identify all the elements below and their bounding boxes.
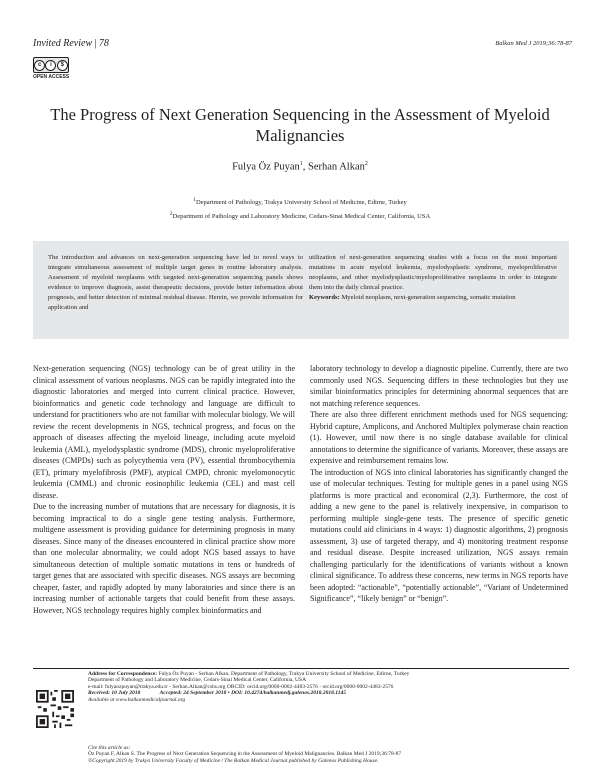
abstract-left: The introduction and advances on next-generation sequencing have led to novel ways to integrate simultaneous assessment of multiple target genes in routine laboratory analysis. Assessment of myeloid neoplasms with targeted next-generation sequencing panels shows evidence to improve diagnosis, assist therapeutic decisions, provide better information about prognosis, and better detection of minimal residual disease. Herein, we provide information for application and (48, 254, 303, 311)
keywords-text: Myeloid neoplasm, next-generation sequencing, somatic mutation (341, 294, 516, 301)
paragraph: Due to the increasing number of mutations that are necessary for diagnosis, it is becoming impractical to do a single gene testing analysis. Furthermore, multigene assessment is providing guidance for determining prognosis in many diseases. Since many of the diseases encountered in clinical practice show more than one molecular abnormality, we could adopt NGS based assays to have simultaneous detection of multiple somatic mutations in tens or hundreds of target genes that are associated with specific diseases. NGS assays are becoming cheaper, faster, and rapidly adopted by many laboratories and since there is an increasing number of actionable targets that could benefit from these assays. However, NGS technology requires highly complex bioinformatics and (33, 502, 295, 615)
keywords-label: Keywords: (309, 294, 340, 301)
paragraph: The introduction of NGS into clinical laboratories has significantly changed the use of molecular techniques. Testing for multiple genes in a panel using NGS platforms is more practical and economical (2,3). Furthermore, the cost of adding a new gene to the panel is relatively inexpensive, in comparison to performing multiple single-gene tests. The presence of specific genetic mutations could aid clinicians in 4 ways: 1) diagnostic algorithms, 2) prognosis assessment, 3) use of targeted therapy, and 4) monitoring treatment response and residual disease. Despite increased utilization, NGS assays remain challenging particularly for the identifications of variants without a known clinical significance. To address these concerns, new terms in NGS reports have been adopted: “actionable”, “potentially actionable”, “Variant of Undetermined Significance”, “likely benign” or “benign”. (310, 467, 568, 603)
author-1[interactable]: Fulya Öz Puyan (232, 161, 300, 173)
author-list (0, 161, 600, 173)
correspondence-block (88, 671, 568, 703)
nc-icon: $ (57, 60, 68, 71)
keywords (309, 293, 557, 303)
received-date: Received: 10 July 2018 (88, 690, 141, 697)
section-label: Invited Review | 78 (33, 38, 109, 49)
abstract-box (33, 241, 569, 339)
author-2-affil-mark: 2 (364, 161, 368, 167)
accepted-doi[interactable]: Accepted: 24 September 2018 • DOI: 10.4274/balkanmedj.galenos.2018.2018.1145 (159, 690, 346, 697)
affiliation-2-text: Department of Pathology and Laboratory Medicine, Cedars-Sinai Medical Center, California, USA (172, 213, 431, 221)
correspondence-text: Fulya Öz Puyan - Serhan Alkan, Department of Pathology, Trakya University School of Medicine, Edirne, Turkey (157, 671, 410, 677)
author-2[interactable]: Serhan Alkan (308, 161, 365, 173)
abstract-right (309, 253, 557, 303)
body-column-1 (33, 363, 295, 616)
open-access-label: OPEN ACCESS (33, 74, 70, 80)
page-number: 78 (98, 38, 109, 49)
footer-divider (33, 668, 569, 669)
journal-reference: Balkan Med J 2019;36:78-87 (495, 40, 572, 47)
article-title: The Progress of Next Generation Sequencing in the Assessment of Myeloid Malignancies (50, 105, 550, 145)
copyright-line: ©Copyright 2019 by Trakya University Faculty of Medicine / The Balkan Medical Journal published by Galenos Publishing House. (88, 757, 379, 764)
paragraph: laboratory technology to develop a diagnostic pipeline. Currently, there are two commonly used NGS. Sequencing differs in these technologies but they use similar bioinformatics principles for determining abnormal sequences that are not matching reference sequences. (310, 364, 568, 408)
section-name: Invited Review (33, 38, 93, 49)
qr-code-icon (36, 690, 74, 728)
paragraph: Next-generation sequencing (NGS) technology can be of great utility in the clinical assessment of various neoplasms. NGS can be rapidly integrated into the diagnostic laboratories and merged into current clinical practice. However, bioinformatics and genetic code technology and language are difficult to understand for practitioners who are not familiar with molecular biology. We will review the recent developments in NGS, technical progress, and focus on the approach of diseases affecting the myeloid lineage, including acute myeloid leukemia (AML), myelodysplastic syndrome (MDS), chronic myeloproliferative diseases (CMPDs) such as polycythemia vera (PV), essential thrombocythemia (ET), primary myelofibrosis (PMF), atypical CMPD, chronic myelomonocytic leukemia (CMML) and chronic eosinophilic leukemia (CEL) and mast cell disease. (33, 364, 295, 500)
affiliation-1-text: Department of Pathology, Trakya University School of Medicine, Edirne, Turkey (195, 199, 407, 207)
author-1-affil-mark: 1 (299, 161, 303, 167)
email-orcid-line[interactable]: e-mail: fulyaozpuyan@trakya.edu.tr - Serhan.Alkan@cshs.org ORCID: orcid.org/0000-0002-4483-2576 - orcid.org/0000-0002-4483-2576 (88, 683, 394, 690)
correspondence-line-2: Department of Pathology and Laboratory Medicine, Cedars-Sinai Medical Center, California, USA (88, 677, 307, 684)
affiliation-1-mark: 1 (193, 197, 196, 203)
by-icon: i (45, 60, 56, 71)
cite-text: Öz Puyan F, Alkan S. The Progress of Next Generation Sequencing in the Assessment of Myeloid Malignancies. Balkan Med J 2019;36:78-87 (88, 751, 402, 758)
cc-icon: c (34, 60, 45, 71)
affiliation-2 (0, 211, 600, 220)
citation-block (88, 745, 568, 764)
paragraph: There are also three different enrichment methods used for NGS sequencing: Hybrid capture, Amplicons, and Anchored Multiplex polymerase chain reaction (1). However, until now there is no single database available for clinical annotations to determine the significance of variants. Moreover, these assays are expensive and reimbursement remains low. (310, 410, 568, 465)
correspondence-label: Address for Correspondence: (88, 671, 158, 677)
cite-label: Cite this article as: (88, 745, 131, 751)
author-separator: , (302, 161, 309, 173)
abstract-right-text: utilization of next-generation sequencing studies with a focus on the most important mutations in acute myeloid leukemia, myelodysplastic syndrome, myeloproliferative neoplasms, and other myelodysplastic/myeloproliferative neoplasms in order to integrate them into the daily clinical practice. (309, 254, 557, 291)
body-column-2 (310, 363, 568, 605)
cc-license-badge[interactable] (33, 57, 69, 73)
available-at[interactable]: Available at www.balkanmedicaljournal.org (88, 696, 186, 703)
affiliation-2-mark: 2 (169, 211, 173, 217)
affiliation-1 (0, 197, 600, 206)
